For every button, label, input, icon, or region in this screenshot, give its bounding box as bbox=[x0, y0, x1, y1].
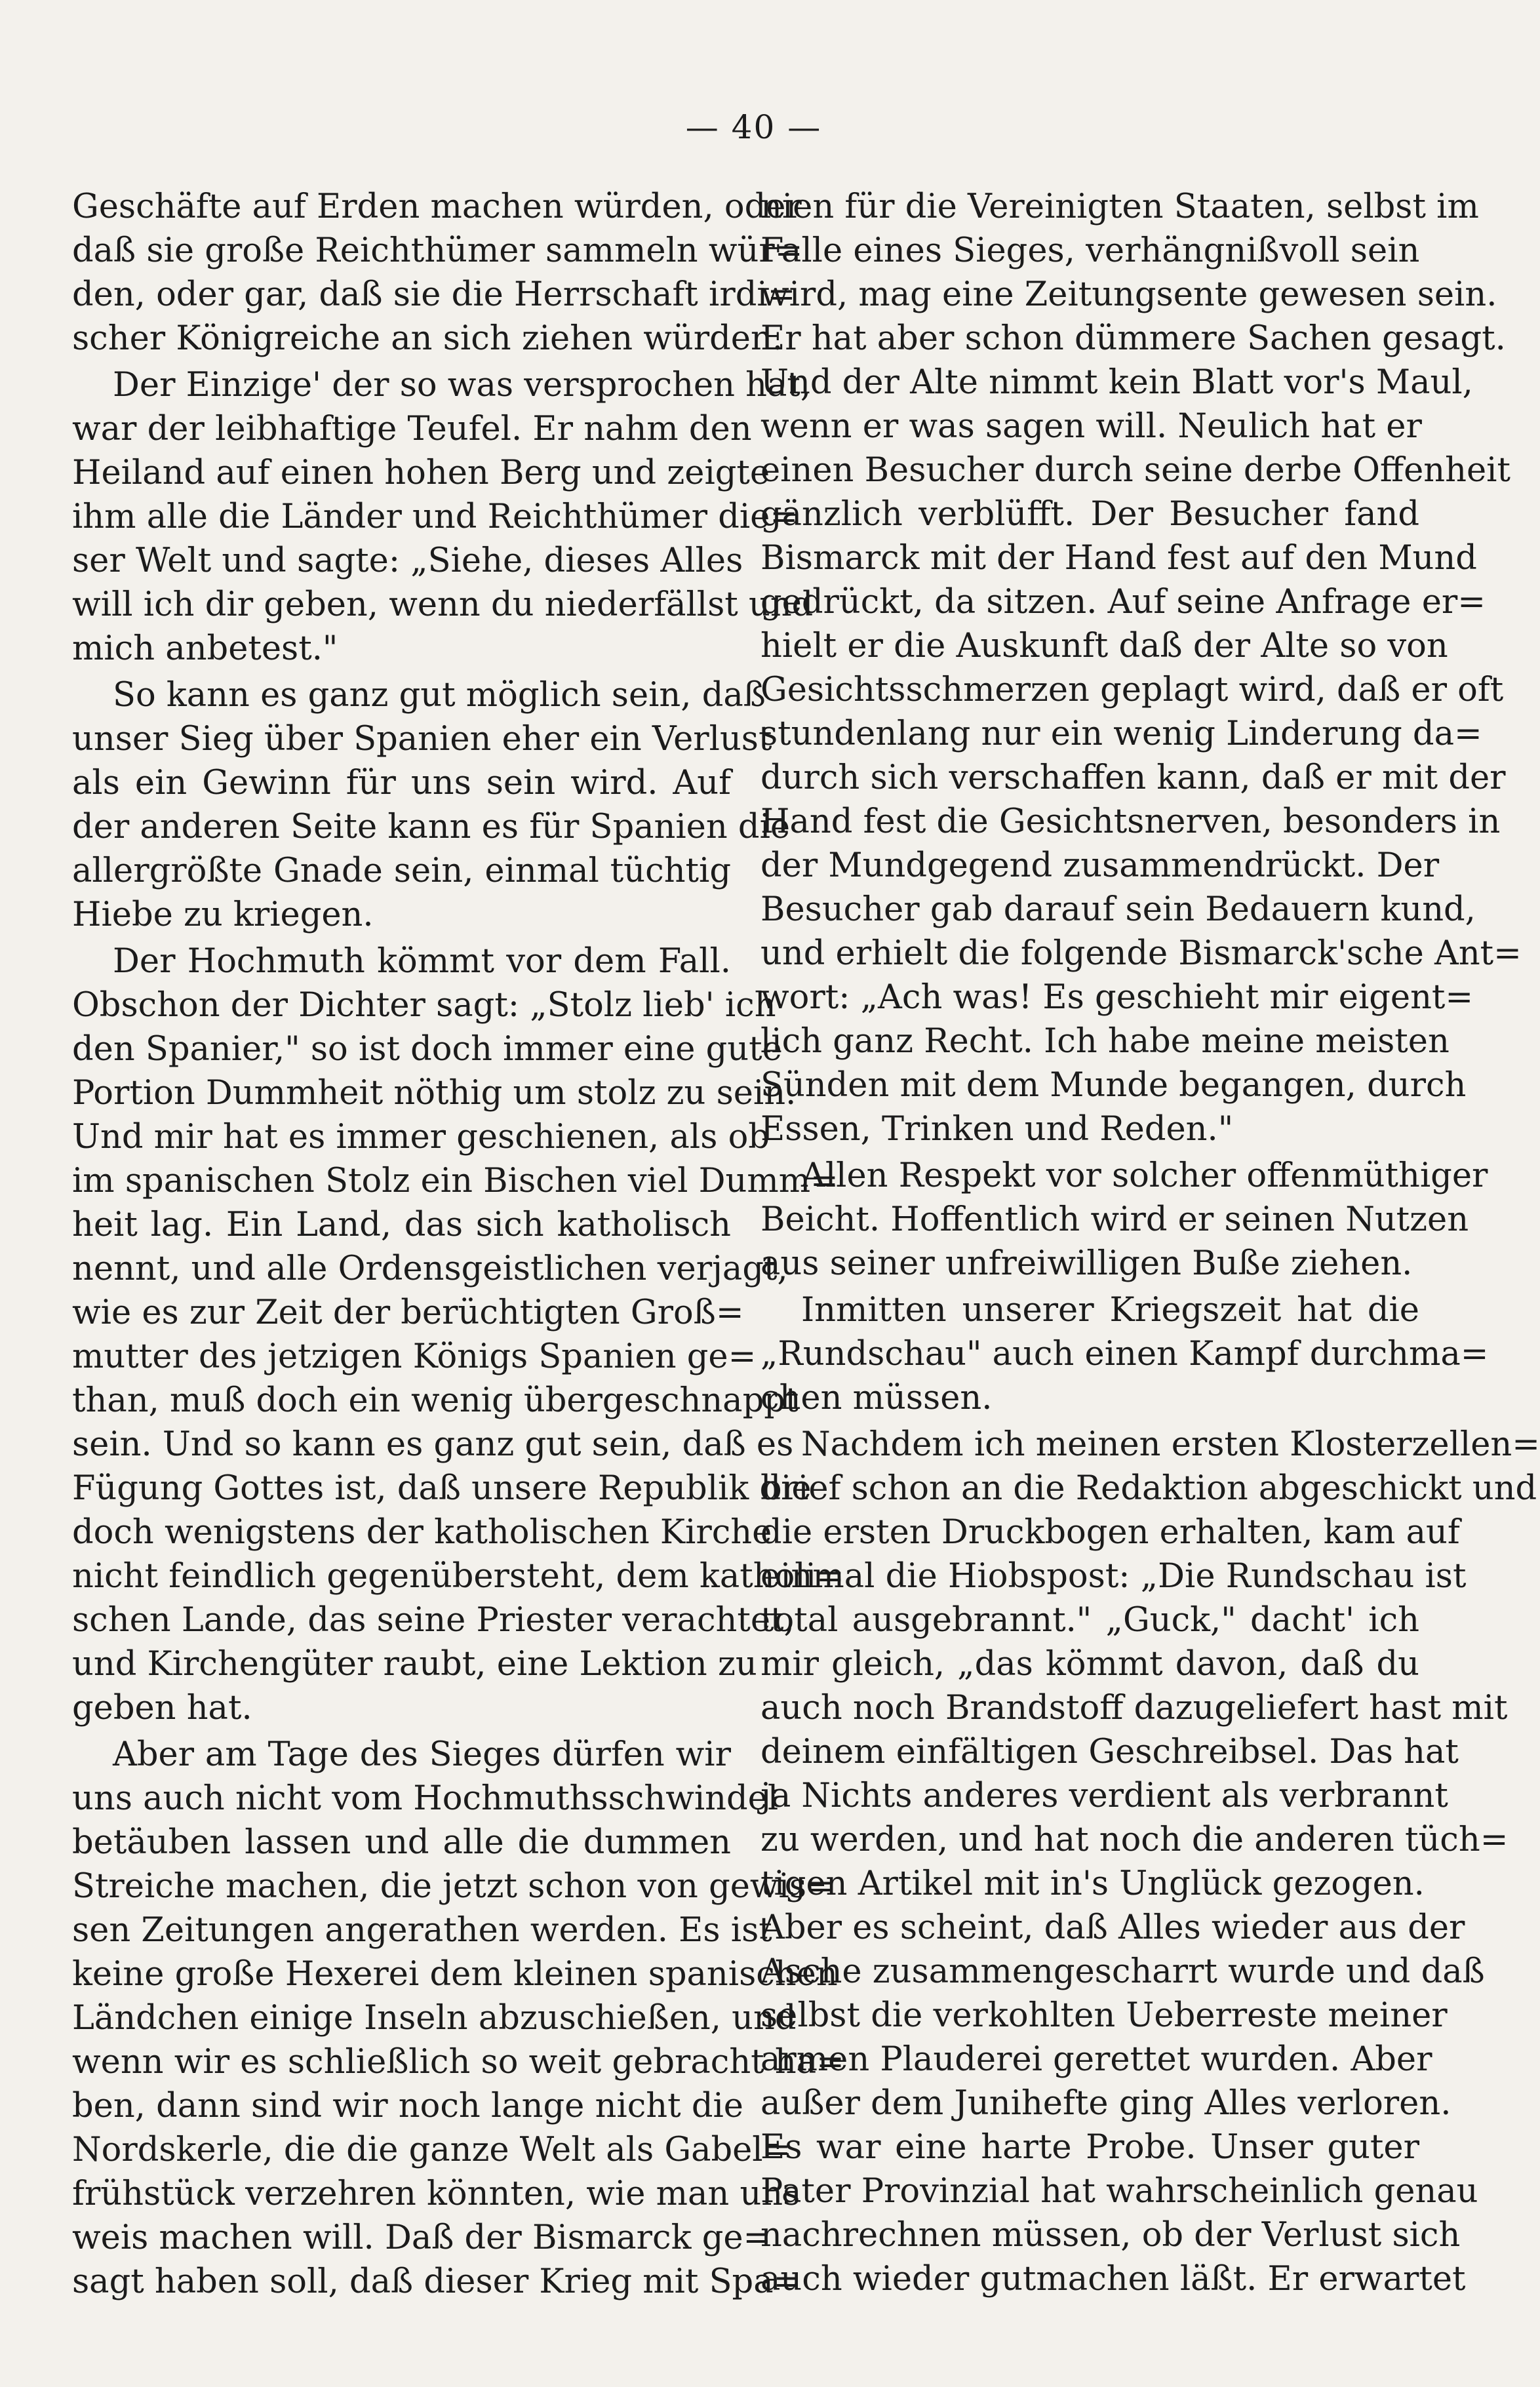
text-line: So kann es ganz gut möglich sein, daß bbox=[113, 676, 766, 715]
text-line: mich anbetest." bbox=[72, 629, 338, 668]
text-line: Besucher gab darauf sein Bedauern kund, bbox=[760, 890, 1476, 929]
text-line: außer dem Junihefte ging Alles verloren. bbox=[760, 2084, 1451, 2123]
text-line: Und der Alte nimmt kein Blatt vor's Maul, bbox=[760, 363, 1473, 402]
text-line: Aber am Tage des Sieges dürfen wir bbox=[113, 1735, 731, 1774]
text-line: heit lag. Ein Land, das sich katholisch bbox=[72, 1206, 731, 1244]
text-line: stundenlang nur ein wenig Linderung da= bbox=[760, 715, 1482, 753]
text-line: nennt, und alle Ordensgeistlichen verjagt, bbox=[72, 1250, 788, 1288]
text-line: Gesichtsschmerzen geplagt wird, daß er oft bbox=[760, 671, 1504, 709]
text-line: sein. Und so kann es ganz gut sein, daß es bbox=[72, 1425, 794, 1464]
text-line: chen müssen. bbox=[760, 1379, 993, 1417]
text-line: will ich dir geben, wenn du niederfällst und bbox=[72, 585, 814, 624]
text-line: den, oder gar, daß sie die Herrschaft irdi= bbox=[72, 275, 796, 314]
text-line: ja Nichts anderes verdient als verbrannt bbox=[760, 1777, 1448, 1815]
text-line: „Rundschau" auch einen Kampf durchma= bbox=[760, 1335, 1489, 1373]
text-line: scher Königreiche an sich ziehen würden. bbox=[72, 319, 783, 358]
text-line: auch noch Brandstoff dazugeliefert hast mit bbox=[760, 1689, 1508, 1727]
text-line: mutter des jetzigen Königs Spanien ge= bbox=[72, 1337, 757, 1376]
text-line: wenn er was sagen will. Neulich hat er bbox=[760, 407, 1422, 446]
text-line: Nachdem ich meinen ersten Klosterzellen= bbox=[801, 1425, 1540, 1464]
text-line: Ländchen einige Inseln abzuschießen, und bbox=[72, 1999, 797, 2038]
text-line: die ersten Druckbogen erhalten, kam auf bbox=[760, 1513, 1460, 1552]
text-line: Asche zusammengescharrt wurde und daß bbox=[760, 1952, 1485, 1991]
text-line: ser Welt und sagte: „Siehe, dieses Alles bbox=[72, 542, 743, 580]
text-line: deinem einfältigen Geschreibsel. Das hat bbox=[760, 1733, 1459, 1771]
text-line: weis machen will. Daß der Bismarck ge= bbox=[72, 2219, 772, 2257]
text-line: Bismarck mit der Hand fest auf den Mund bbox=[760, 539, 1477, 578]
text-line: nachrechnen müssen, ob der Verlust sich bbox=[760, 2216, 1461, 2255]
text-line: im spanischen Stolz ein Bischen viel Dumm= bbox=[72, 1162, 839, 1200]
text-line: Pater Provinzial hat wahrscheinlich genau bbox=[760, 2172, 1478, 2211]
text-line: keine große Hexerei dem kleinen spanischen bbox=[72, 1955, 838, 1994]
text-line: der anderen Seite kann es für Spanien die bbox=[72, 808, 791, 846]
text-line: Nordskerle, die die ganze Welt als Gabel= bbox=[72, 2131, 791, 2169]
text-line: Heiland auf einen hohen Berg und zeigte bbox=[72, 454, 770, 492]
text-line: gänzlich verblüfft. Der Besucher fand bbox=[760, 495, 1419, 534]
text-line: einen Besucher durch seine derbe Offenheit bbox=[760, 451, 1510, 490]
text-line: Beicht. Hoffentlich wird er seinen Nutzen bbox=[760, 1200, 1469, 1239]
text-line: ihm alle die Länder und Reichthümer die= bbox=[72, 498, 799, 536]
text-line: wenn wir es schließlich so weit gebracht ha= bbox=[72, 2043, 844, 2081]
text-line: Es war eine harte Probe. Unser guter bbox=[760, 2128, 1419, 2167]
text-line: nien für die Vereinigten Staaten, selbst im bbox=[760, 187, 1479, 226]
text-line: uns auch nicht vom Hochmuthsschwindel bbox=[72, 1779, 779, 1818]
text-line: Er hat aber schon dümmere Sachen gesagt. bbox=[760, 319, 1506, 358]
left-text-column bbox=[72, 185, 844, 2304]
text-line: frühstück verzehren könnten, wie man uns bbox=[72, 2175, 800, 2213]
text-line: brief schon an die Redaktion abgeschickt und bbox=[760, 1469, 1537, 1508]
text-line: doch wenigstens der katholischen Kirche bbox=[72, 1513, 772, 1552]
text-line: Falle eines Sieges, verhängnißvoll sein bbox=[760, 231, 1420, 270]
text-line: Aber es scheint, daß Alles wieder aus der bbox=[760, 1908, 1465, 1947]
page-number: — 40 — bbox=[685, 108, 822, 146]
text-line: auch wieder gutmachen läßt. Er erwartet bbox=[760, 2260, 1466, 2298]
text-line: ben, dann sind wir noch lange nicht die bbox=[72, 2087, 743, 2125]
text-line: Der Hochmuth kömmt vor dem Fall. bbox=[113, 942, 731, 981]
text-line: den Spanier," so ist doch immer eine gute bbox=[72, 1030, 782, 1069]
text-line: hielt er die Auskunft daß der Alte so von bbox=[760, 627, 1448, 665]
text-line: wird, mag eine Zeitungsente gewesen sein. bbox=[760, 275, 1497, 314]
text-line: Der Einzige' der so was versprochen hat, bbox=[113, 366, 812, 404]
text-line: durch sich verschaffen kann, daß er mit der bbox=[760, 759, 1506, 797]
text-line: total ausgebrannt." „Guck," dacht' ich bbox=[760, 1601, 1419, 1640]
text-line: wie es zur Zeit der berüchtigten Groß= bbox=[72, 1293, 744, 1332]
text-line: Essen, Trinken und Reden." bbox=[760, 1110, 1234, 1149]
text-line: und Kirchengüter raubt, eine Lektion zu bbox=[72, 1645, 757, 1684]
text-line: betäuben lassen und alle die dummen bbox=[72, 1823, 731, 1862]
text-line: geben hat. bbox=[72, 1689, 252, 1727]
text-line: daß sie große Reichthümer sammeln wür= bbox=[72, 231, 803, 270]
text-line: Obschon der Dichter sagt: „Stolz lieb' ich bbox=[72, 986, 776, 1025]
text-line: unser Sieg über Spanien eher ein Verlust bbox=[72, 720, 772, 759]
text-line: aus seiner unfreiwilligen Buße ziehen. bbox=[760, 1244, 1413, 1283]
text-line: zu werden, und hat noch die anderen tüch= bbox=[760, 1821, 1509, 1859]
text-line: und erhielt die folgende Bismarck'sche Ant= bbox=[760, 934, 1522, 973]
text-line: gedrückt, da sitzen. Auf seine Anfrage er= bbox=[760, 583, 1486, 621]
text-line: Und mir hat es immer geschienen, als ob bbox=[72, 1118, 770, 1156]
text-line: sagt haben soll, daß dieser Krieg mit Spa= bbox=[72, 2262, 802, 2301]
text-line: than, muß doch ein wenig übergeschnappt bbox=[72, 1381, 799, 1420]
text-line: Allen Respekt vor solcher offenmüthiger bbox=[801, 1156, 1488, 1195]
text-line: war der leibhaftige Teufel. Er nahm den bbox=[72, 410, 752, 448]
text-line: nicht feindlich gegenübersteht, dem katholi= bbox=[72, 1557, 844, 1596]
text-line: sen Zeitungen angerathen werden. Es ist bbox=[72, 1911, 772, 1950]
text-line: tigen Artikel mit in's Unglück gezogen. bbox=[760, 1864, 1425, 1903]
text-line: armen Plauderei gerettet wurden. Aber bbox=[760, 2040, 1432, 2079]
text-line: schen Lande, das seine Priester verachtet, bbox=[72, 1601, 795, 1640]
text-line: einmal die Hiobspost: „Die Rundschau ist bbox=[760, 1557, 1467, 1596]
text-line: Fügung Gottes ist, daß unsere Republik die bbox=[72, 1469, 812, 1508]
text-line: Streiche machen, die jetzt schon von gewis= bbox=[72, 1867, 835, 1906]
text-line: Geschäfte auf Erden machen würden, oder bbox=[72, 187, 802, 226]
text-line: Hiebe zu kriegen. bbox=[72, 896, 374, 934]
text-line: Inmitten unserer Kriegszeit hat die bbox=[801, 1291, 1419, 1330]
text-line: als ein Gewinn für uns sein wird. Auf bbox=[72, 764, 731, 802]
text-line: der Mundgegend zusammendrückt. Der bbox=[760, 846, 1440, 885]
text-line: lich ganz Recht. Ich habe meine meisten bbox=[760, 1022, 1450, 1061]
right-text-column bbox=[760, 185, 1540, 2301]
text-line: Portion Dummheit nöthig um stolz zu sein. bbox=[72, 1074, 797, 1113]
text-line: Sünden mit dem Munde begangen, durch bbox=[760, 1066, 1467, 1105]
text-line: Hand fest die Gesichtsnerven, besonders in bbox=[760, 802, 1501, 841]
text-line: wort: „Ach was! Es geschieht mir eigent= bbox=[760, 978, 1474, 1017]
text-line: selbst die verkohlten Ueberreste meiner bbox=[760, 1996, 1448, 2035]
text-line: mir gleich, „das kömmt davon, daß du bbox=[760, 1645, 1419, 1684]
text-line: allergrößte Gnade sein, einmal tüchtig bbox=[72, 852, 731, 890]
